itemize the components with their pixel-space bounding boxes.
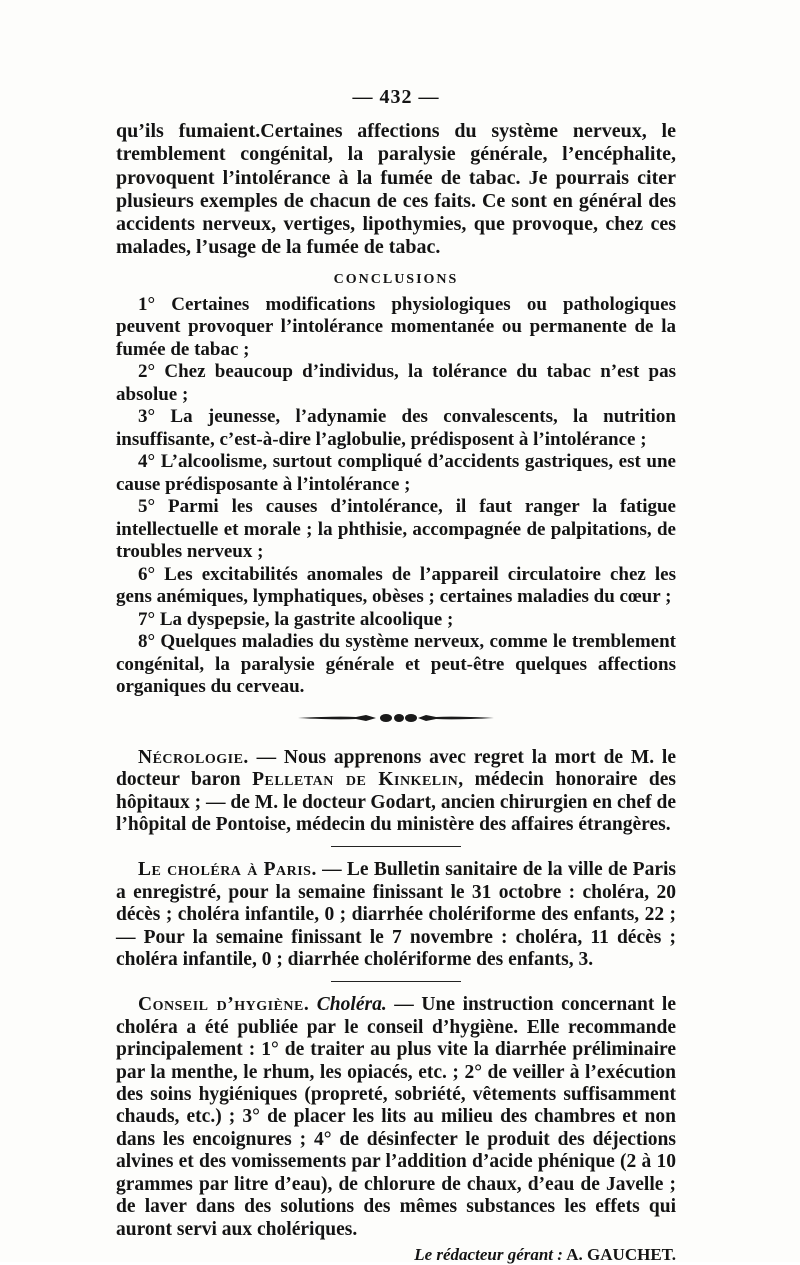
conclusions-heading: CONCLUSIONS — [333, 271, 459, 287]
conclusion-item: 2° Chez beaucoup d’individus, la tolérance du tabac n’est pas absolue ; — [116, 361, 676, 405]
necrologie-label: Nécrologie. — [138, 746, 249, 768]
necrologie-notice — [116, 747, 676, 837]
necrologie-text-a: — Nous apprenons avec regret la mort de M. le docteur baron — [116, 746, 676, 791]
necrologie-name: Pelletan de Kinkelin — [252, 769, 459, 791]
conclusion-item: 8° Quelques maladies du système nerveux, comme le tremblement congénital, la paralysie générale et peut-être quelques affections organiques du cerveau. — [116, 631, 676, 698]
conclusion-item: 1° Certaines modifications physiologiques ou pathologiques peuvent provoquer l’intolérance momentanée ou permanente de la fumée de tabac ; — [116, 293, 676, 360]
text-column — [116, 86, 676, 1265]
conclusion-item: 7° La dyspepsie, la gastrite alcoolique ; — [138, 608, 454, 630]
conclusion-item: 6° Les excitabilités anomales de l’appareil circulatoire chez les gens anémiques, lymphatiques, obèses ; certaines maladies du cœur ; — [116, 563, 676, 608]
conclusion-item: 4° L’alcoolisme, surtout compliqué d’accidents gastriques, est une cause prédisposante à l’intolérance ; — [116, 451, 676, 495]
section-divider — [331, 846, 461, 847]
conseil-subject: Choléra. — [309, 994, 387, 1016]
decorative-ornament — [296, 711, 496, 725]
section-divider — [331, 981, 461, 982]
signature-name: A. GAUCHET. — [562, 1244, 676, 1264]
conclusions-list — [116, 294, 676, 699]
cholera-text: — Le Bulletin sanitaire de la ville de Paris a enregistré, pour la semaine finissant le 31 octobre : choléra, 20 décès ; choléra infantile, 0 ; diarrhée cholériforme des enfants, 22 ; — Pour la semaine finissant le 7 novembre : choléra, 11 décès ; choléra infantile, 0 ; diarrhée cholériforme des enfants, 3. — [116, 859, 676, 971]
cholera-label: Le choléra à Paris. — [138, 859, 317, 881]
cholera-notice — [116, 859, 676, 971]
page-number: — 432 — — [352, 86, 440, 108]
conseil-label: Conseil d’hygiène. — [138, 994, 310, 1016]
necrologie-text-b: , médecin honoraire des hôpitaux ; — de M. le docteur Godart, ancien chirurgien en chef de l’hôpital de Pontoise, médecin du ministère des affaires étrangères. — [116, 769, 676, 835]
conclusion-item: 3° La jeunesse, l’adynamie des convalescents, la nutrition insuffisante, c’est-à-dire l’aglobulie, prédisposent à l’intolérance ; — [116, 406, 676, 450]
conseil-notice — [116, 994, 676, 1240]
conseil-text: — Une instruction concernant le choléra a été publiée par le conseil d’hygiène. Elle recommande principalement : 1° de traiter au plus vite la diarrhée préliminaire par la menthe, le rhum, les opiacés, etc. ; 2° de veiller à l’exécution des soins hygiéniques (propreté, sobriété, vêtements suffisamment chauds, etc.) ; 3° de placer les lits au milieu des chambres et non dans les encoignures ; 4° de désinfecter le produit des déjections alvines et des vomissements par l’addition d’acide phénique (2 à 10 grammes par litre d’eau), de chlorure de chaux, d’eau de Javelle ; de laver dans des solutions des mêmes substances les effets qui auront servi aux cholériques. — [116, 994, 677, 1240]
opening-paragraph: qu’ils fumaient.Certaines affections du système nerveux, le tremblement congénital, la paralysie générale, l’encéphalite, provoquent l’intolérance à la fumée de tabac. Je pourrais citer plusieurs exemples de chacun de ces faits. Ce sont en général des accidents nerveux, vertiges, lipothymies, que provoque, chez ces malades, l’usage de la fumée de tabac. — [116, 120, 676, 259]
signature-role: Le rédacteur gérant : — [414, 1244, 563, 1264]
conclusion-item: 5° Parmi les causes d’intolérance, il faut ranger la fatigue intellectuelle et morale ; la phthisie, accompagnée de palpitations, de troubles nerveux ; — [116, 496, 676, 563]
